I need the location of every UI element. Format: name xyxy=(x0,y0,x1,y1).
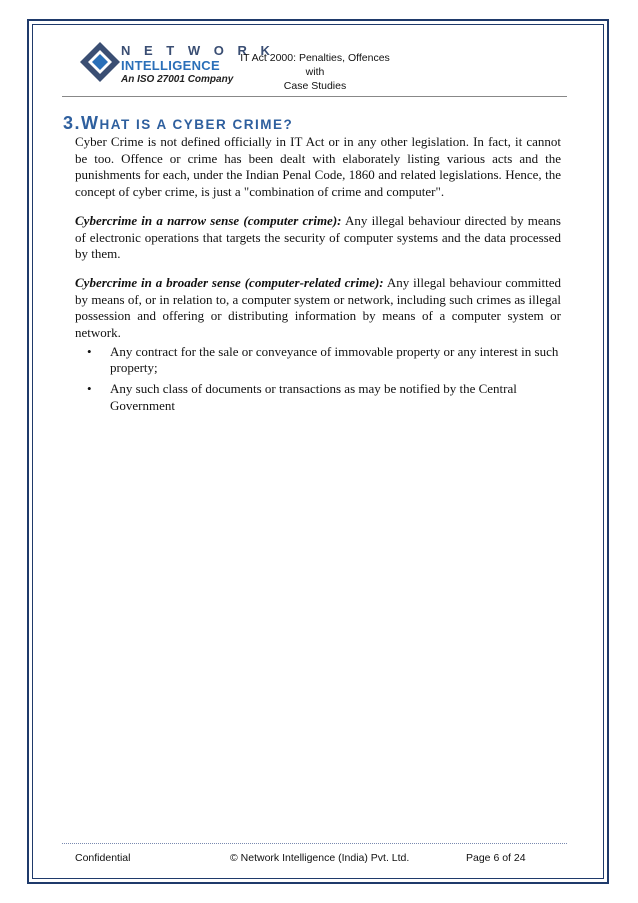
section-number: 3. xyxy=(63,113,82,133)
body-content xyxy=(75,134,561,419)
section-heading xyxy=(63,113,293,134)
list-item-text: Any contract for the sale or conveyance of immovable property or any interest in such property; xyxy=(110,343,559,376)
header-title-line1: IT Act 2000: Penalties, Offences with xyxy=(240,52,390,78)
list-item xyxy=(75,344,561,377)
footer-divider xyxy=(62,843,567,844)
logo-network: N E T W O R K xyxy=(121,43,275,58)
header-title-line2: Case Studies xyxy=(283,80,347,92)
paragraph-broader-sense xyxy=(75,275,561,342)
broader-sense-label: Cybercrime in a broader sense (computer-related crime): xyxy=(75,274,384,290)
footer-confidential: Confidential xyxy=(75,852,131,864)
footer-copyright: © Network Intelligence (India) Pvt. Ltd. xyxy=(230,852,410,864)
list-item xyxy=(75,381,561,414)
logo-iso: An ISO 27001 Company xyxy=(121,74,234,85)
logo-intelligence: INTELLIGENCE xyxy=(121,58,220,73)
narrow-sense-text: Any illegal behaviour directed by means of electronic operations that targets the security of computer systems and the data processed by them. xyxy=(75,212,561,262)
section-heading-text: HAT IS A CYBER CRIME? xyxy=(99,117,294,132)
header-divider xyxy=(62,96,567,97)
header-title xyxy=(230,51,400,93)
narrow-sense-label: Cybercrime in a narrow sense (computer crime): xyxy=(75,212,342,228)
footer-page-number: Page 6 of 24 xyxy=(466,852,526,864)
broader-sense-text: Any illegal behaviour committed by means of, or in relation to, a computer system or network, including such crimes as illegal possession and offering or distributing information by means of a computer system or network. xyxy=(75,274,561,341)
list-item-text: Any such class of documents or transactions as may be notified by the Central Government xyxy=(110,381,517,413)
bullet-icon: • xyxy=(87,343,92,359)
paragraph-intro: Cyber Crime is not defined officially in IT Act or in any other legislation. In fact, it cannot be too. Offence or crime has been dealt with elaborately listing various acts and the punishments for each, under the Indian Penal Code, 1860 and related legislations. Hence, the concept of cyber crime, is just a "combination of crime and computer". xyxy=(75,134,561,200)
bullet-list xyxy=(75,344,561,415)
bullet-icon: • xyxy=(87,381,92,397)
section-heading-initial: W xyxy=(81,113,100,133)
paragraph-narrow-sense xyxy=(75,213,561,263)
